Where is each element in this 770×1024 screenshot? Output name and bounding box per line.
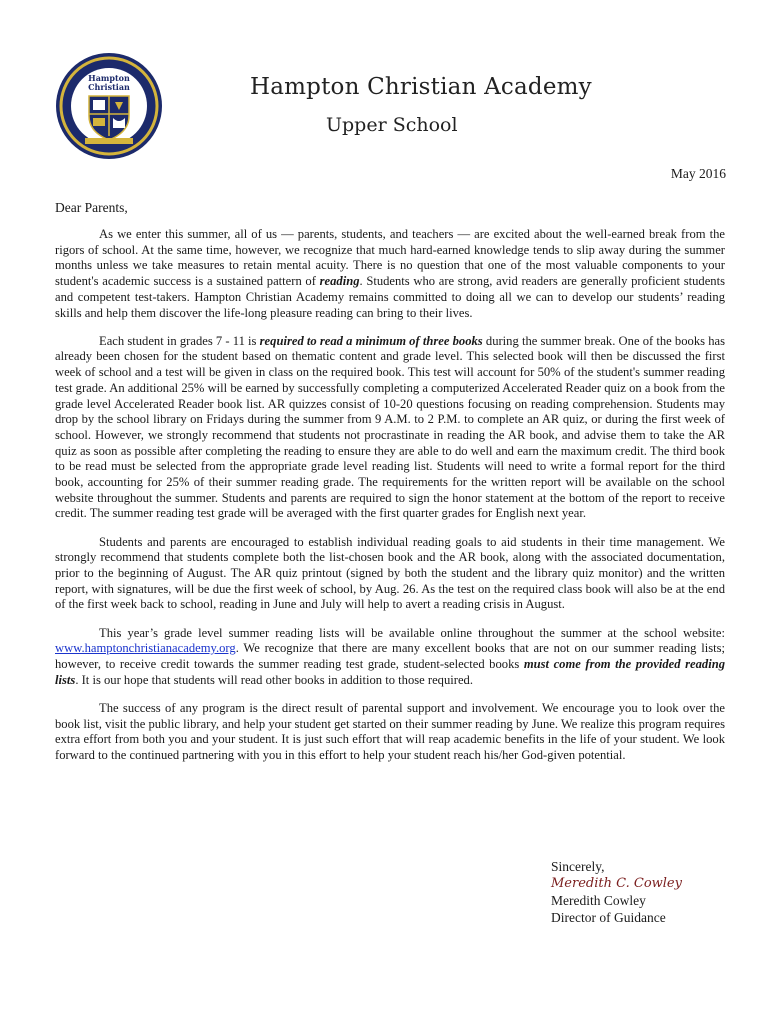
- logo-text-top: Hampton: [88, 73, 130, 83]
- signature: Meredith C. Cowley: [551, 876, 682, 891]
- school-website-link[interactable]: www.hamptonchristianacademy.org: [55, 641, 236, 656]
- letter-date: May 2016: [670, 166, 726, 181]
- emphasis-must-come: must come from the provided reading lists: [55, 657, 725, 687]
- paragraph-1: As we enter this summer, all of us — parents, students, and teachers — are excited about the well-earned break from the rigors of school. At the same time, however, we recognize that much hard-earned knowledge tends to slip away during the summer months unless we take measures to retain mental acuity. There is no question that one of the most valuable components to your student's academic success is a sustained pattern of reading. Students who are strong, avid readers are generally proficient students and competent test-takers. Hampton Christian Academy remains committed to doing all we can to develop our students’ reading skills and help them discover the life-long pleasure reading can bring to their lives.: [55, 227, 725, 320]
- paragraph-4: This year’s grade level summer reading lists will be available online throughout the summer at the school website: www.hamptonchristianacademy.org. We recognize that there are many excellent books that are not on our summer reading lists; however, to receive credit towards the summer reading test grade, student-selected books must come from the provided reading lists. It is our hope that students will read other books in addition to those required.: [55, 625, 725, 687]
- logo-text-bottom: Christian: [88, 82, 130, 92]
- letter-body: [55, 227, 725, 776]
- signer-name: Meredith Cowley: [551, 893, 646, 908]
- paragraph-3: Students and parents are encouraged to establish individual reading goals to aid students in their time management. We strongly recommend that students complete both the list-chosen book and the AR book, along with the associated documentation, prior to the beginning of August. The AR quiz printout (signed by both the student and the library quiz monitor) and the written report, with signatures, will be due the first week of school, by Aug. 26. As the test on the required class book will also be at the end of the first week back to school, reading in June and July will help to avert a reading crisis in August.: [55, 534, 725, 612]
- paragraph-5: The success of any program is the direct result of parental support and involvement. We encourage you to look over the book list, visit the public library, and help your student get started on their summer reading by June. We realize this program requires extra effort from both you and your student. It is just such effort that will reap academic benefits in the life of your student. We look forward to the continued partnering with you in this effort to help your student reach his/her God-given potential.: [55, 700, 725, 763]
- closing-salutation: Sincerely,: [551, 859, 605, 874]
- school-division: Upper School: [326, 114, 458, 136]
- school-logo-icon: [55, 52, 163, 160]
- paragraph-2: Each student in grades 7 - 11 is required to read a minimum of three books during the summer break. One of the books has already been chosen for the student based on thematic content and grade level. This selected book will then be discussed the first week of school and a test will be given in class on the required book. This test will account for 50% of the student's summer reading test grade. An additional 25% will be earned by successfully completing a computerized Accelerated Reader quiz on a book from the grade level Accelerated Reader book list. AR quizzes consist of 10-20 questions focusing on reading comprehension. Students may drop by the school library on Fridays during the summer from 9 A.M. to 2 P.M. to complete an AR quiz, or during the first week of school. However, we strongly recommend that students not procrastinate in reading the AR book, and advise them to take the AR quiz as soon as possible after completing the reading to ensure they are able to do well and earn the maximum credit. The third book to be read must be selected from the appropriate grade level reading list. Students will need to write a formal report for the third book, accounting for 25% of their summer reading grade. The requirements for the written report will be available on the school website throughout the summer. Students and parents are required to sign the honor statement at the bottom of the report to receive credit. The summer reading test grade will be averaged with the first quarter grades for English next year.: [55, 333, 725, 521]
- greeting: Dear Parents,: [55, 200, 128, 215]
- signer-title: Director of Guidance: [551, 910, 666, 925]
- emphasis-reading: reading: [319, 274, 360, 289]
- school-name: Hampton Christian Academy: [250, 74, 592, 100]
- closing-block: [551, 858, 682, 926]
- emphasis-three-books: required to read a minimum of three books: [259, 333, 483, 348]
